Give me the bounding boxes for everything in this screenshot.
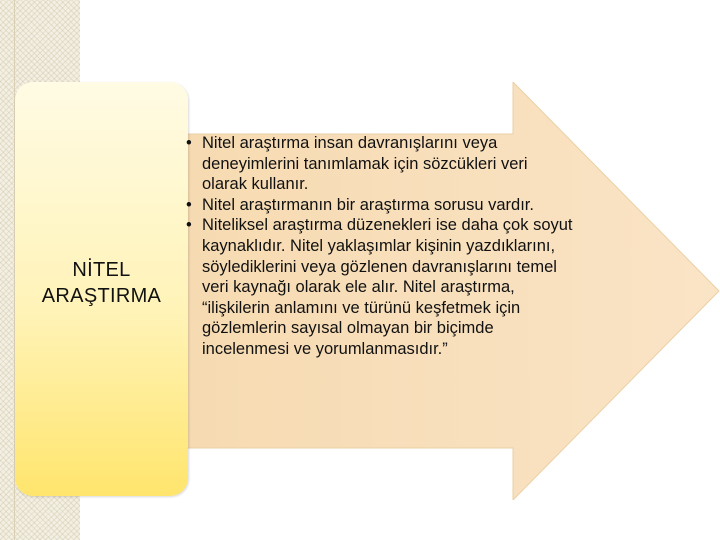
slide-title: NİTEL ARAŞTIRMA: [41, 259, 162, 307]
bullet-item: • Nitel araştırmanın bir araştırma sorusu vardır.: [184, 195, 574, 216]
bullet-item: • Nitel araştırma insan davranışlarını veya deneyimlerini tanımlamak için sözcükleri veri olarak kullanır.: [184, 133, 574, 195]
bullet-list: [184, 133, 574, 360]
bullet-item: • Niteliksel araştırma düzenekleri ise daha çok soyut kaynaklıdır. Nitel yaklaşımlar kişinin yazdıklarını, söylediklerini veya gözlenen davranışlarını temel veri kaynağı olarak ele alır. Nitel araştırma, “ilişkilerin anlamını ve türünü keşfetmek için gözlemlerin sayısal olmayan bir biçimde incelenmesi ve yorumlanmasıdır.”: [184, 215, 574, 359]
